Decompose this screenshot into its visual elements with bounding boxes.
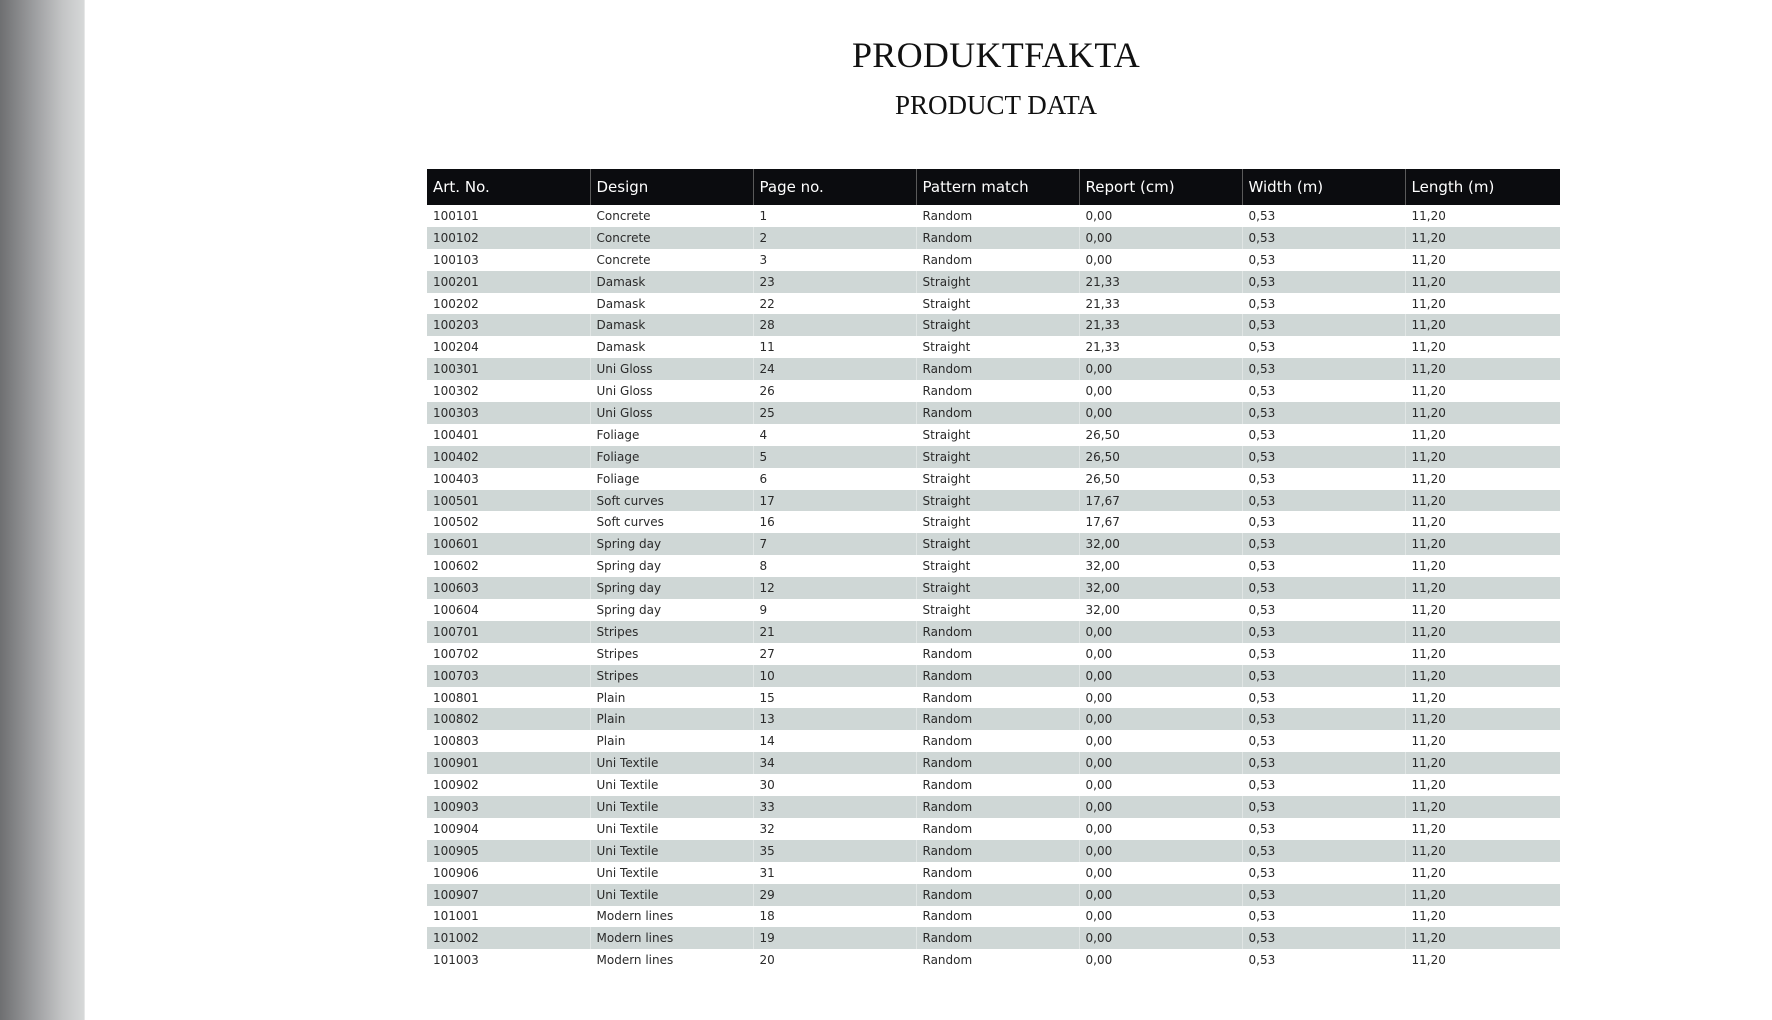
cell-page-no: 26 xyxy=(753,380,916,402)
cell-width: 0,53 xyxy=(1242,227,1405,249)
cell-length: 11,20 xyxy=(1405,314,1560,336)
cell-design: Plain xyxy=(590,730,753,752)
cell-design: Plain xyxy=(590,708,753,730)
cell-report: 26,50 xyxy=(1079,446,1242,468)
cell-art-no: 100204 xyxy=(433,340,479,355)
cell-art-no: 101003 xyxy=(433,953,479,968)
table-row xyxy=(427,884,1560,906)
cell-art-no: 100905 xyxy=(427,840,590,862)
cell-report: 17,67 xyxy=(1079,490,1242,512)
cell-length: 11,20 xyxy=(1405,708,1560,730)
cell-art-no: 100402 xyxy=(427,446,590,468)
cell-length: 11,20 xyxy=(1405,402,1560,424)
cell-length: 11,20 xyxy=(1405,643,1560,665)
cell-design: Damask xyxy=(590,314,753,336)
cell-length: 11,20 xyxy=(1405,599,1560,621)
table-row xyxy=(427,380,1560,402)
cell-design: Soft curves xyxy=(590,511,753,533)
cell-width: 0,53 xyxy=(1242,336,1405,358)
cell-width: 0,53 xyxy=(1242,949,1405,971)
cell-art-no: 100202 xyxy=(433,296,479,311)
column-header-pattern-match: Pattern match xyxy=(916,169,1079,205)
cell-width: 0,53 xyxy=(1242,249,1405,271)
cell-pattern-match: Straight xyxy=(916,490,1079,512)
cell-page-no: 32 xyxy=(753,818,916,840)
cell-report: 0,00 xyxy=(1079,227,1242,249)
cell-length: 11,20 xyxy=(1405,840,1560,862)
cell-length: 11,20 xyxy=(1405,249,1560,271)
cell-page-no: 29 xyxy=(753,884,916,906)
cell-page-no: 22 xyxy=(753,293,916,315)
cell-pattern-match: Random xyxy=(916,621,1079,643)
cell-design: Plain xyxy=(590,687,753,709)
cell-pattern-match: Random xyxy=(916,840,1079,862)
cell-pattern-match: Straight xyxy=(916,336,1079,358)
cell-width: 0,53 xyxy=(1242,293,1405,315)
cell-report: 0,00 xyxy=(1079,402,1242,424)
table-row xyxy=(427,730,1560,752)
column-header-report: Report (cm) xyxy=(1079,169,1242,205)
cell-pattern-match: Straight xyxy=(916,599,1079,621)
cell-report: 32,00 xyxy=(1079,599,1242,621)
cell-width: 0,53 xyxy=(1242,511,1405,533)
cell-width: 0,53 xyxy=(1242,752,1405,774)
cell-art-no: 100403 xyxy=(433,471,479,486)
table-body xyxy=(427,205,1560,971)
cell-length: 11,20 xyxy=(1405,906,1560,928)
cell-pattern-match: Random xyxy=(916,249,1079,271)
cell-report: 32,00 xyxy=(1079,555,1242,577)
cell-page-no: 28 xyxy=(753,314,916,336)
cell-pattern-match: Random xyxy=(916,358,1079,380)
cell-width: 0,53 xyxy=(1242,446,1405,468)
cell-art-no: 100902 xyxy=(433,778,479,793)
cell-length: 11,20 xyxy=(1405,818,1560,840)
cell-art-no: 100203 xyxy=(427,314,590,336)
cell-design: Concrete xyxy=(590,249,753,271)
table-row xyxy=(427,271,1560,293)
cell-page-no: 33 xyxy=(753,796,916,818)
cell-pattern-match: Random xyxy=(916,730,1079,752)
cell-pattern-match: Straight xyxy=(916,446,1079,468)
table-row xyxy=(427,708,1560,730)
cell-page-no: 4 xyxy=(753,424,916,446)
cell-design: Spring day xyxy=(590,555,753,577)
cell-art-no: 100703 xyxy=(427,665,590,687)
cell-length: 11,20 xyxy=(1405,687,1560,709)
cell-page-no: 8 xyxy=(753,555,916,577)
cell-length: 11,20 xyxy=(1405,949,1560,971)
table-row xyxy=(427,949,1560,971)
table-row xyxy=(427,533,1560,555)
cell-width: 0,53 xyxy=(1242,665,1405,687)
cell-pattern-match: Random xyxy=(916,205,1079,227)
cell-length: 11,20 xyxy=(1405,621,1560,643)
cell-design: Uni Textile xyxy=(590,796,753,818)
cell-report: 0,00 xyxy=(1079,862,1242,884)
cell-pattern-match: Random xyxy=(916,796,1079,818)
cell-width: 0,53 xyxy=(1242,774,1405,796)
cell-report: 0,00 xyxy=(1079,665,1242,687)
cell-pattern-match: Straight xyxy=(916,468,1079,490)
cell-pattern-match: Random xyxy=(916,687,1079,709)
table-row xyxy=(427,621,1560,643)
cell-length: 11,20 xyxy=(1405,884,1560,906)
table-row xyxy=(427,468,1560,490)
table-row xyxy=(427,511,1560,533)
cell-pattern-match: Random xyxy=(916,752,1079,774)
cell-report: 0,00 xyxy=(1079,708,1242,730)
cell-report: 21,33 xyxy=(1079,314,1242,336)
table-row xyxy=(427,446,1560,468)
cell-pattern-match: Straight xyxy=(916,293,1079,315)
cell-page-no: 3 xyxy=(753,249,916,271)
cell-report: 0,00 xyxy=(1079,774,1242,796)
cell-pattern-match: Random xyxy=(916,708,1079,730)
cell-art-no: 100102 xyxy=(427,227,590,249)
cell-design: Foliage xyxy=(590,424,753,446)
cell-design: Modern lines xyxy=(590,906,753,928)
cell-page-no: 25 xyxy=(753,402,916,424)
cell-report: 0,00 xyxy=(1079,380,1242,402)
cell-design: Uni Textile xyxy=(590,862,753,884)
cell-page-no: 14 xyxy=(753,730,916,752)
cell-design: Spring day xyxy=(590,599,753,621)
cell-art-no: 100701 xyxy=(427,621,590,643)
cell-art-no: 100906 xyxy=(433,865,479,880)
cell-page-no: 15 xyxy=(753,687,916,709)
cell-page-no: 1 xyxy=(753,205,916,227)
cell-art-no: 100904 xyxy=(433,821,479,836)
cell-length: 11,20 xyxy=(1405,271,1560,293)
cell-report: 0,00 xyxy=(1079,906,1242,928)
cell-report: 0,00 xyxy=(1079,884,1242,906)
cell-report: 0,00 xyxy=(1079,752,1242,774)
cell-art-no: 100901 xyxy=(427,752,590,774)
cell-width: 0,53 xyxy=(1242,314,1405,336)
cell-page-no: 19 xyxy=(753,927,916,949)
cell-length: 11,20 xyxy=(1405,424,1560,446)
cell-length: 11,20 xyxy=(1405,358,1560,380)
cell-art-no: 100903 xyxy=(427,796,590,818)
cell-pattern-match: Random xyxy=(916,227,1079,249)
cell-page-no: 16 xyxy=(753,511,916,533)
cell-art-no: 100101 xyxy=(433,208,479,223)
cell-design: Concrete xyxy=(590,227,753,249)
cell-report: 0,00 xyxy=(1079,643,1242,665)
cell-pattern-match: Straight xyxy=(916,271,1079,293)
cell-design: Concrete xyxy=(590,205,753,227)
table-row xyxy=(427,577,1560,599)
cell-page-no: 24 xyxy=(753,358,916,380)
table-row xyxy=(427,840,1560,862)
table-row xyxy=(427,796,1560,818)
cell-length: 11,20 xyxy=(1405,468,1560,490)
cell-length: 11,20 xyxy=(1405,796,1560,818)
cell-width: 0,53 xyxy=(1242,730,1405,752)
cell-page-no: 30 xyxy=(753,774,916,796)
cell-page-no: 31 xyxy=(753,862,916,884)
table-row xyxy=(427,205,1560,227)
table-row xyxy=(427,249,1560,271)
cell-art-no: 100302 xyxy=(433,384,479,399)
cell-page-no: 6 xyxy=(753,468,916,490)
cell-page-no: 20 xyxy=(753,949,916,971)
cell-page-no: 23 xyxy=(753,271,916,293)
cell-report: 0,00 xyxy=(1079,949,1242,971)
cell-pattern-match: Random xyxy=(916,949,1079,971)
cell-length: 11,20 xyxy=(1405,446,1560,468)
cell-length: 11,20 xyxy=(1405,380,1560,402)
cell-length: 11,20 xyxy=(1405,774,1560,796)
column-header-design: Design xyxy=(590,169,753,205)
cell-pattern-match: Random xyxy=(916,818,1079,840)
cell-art-no: 100803 xyxy=(433,734,479,749)
table-row xyxy=(427,643,1560,665)
cell-report: 0,00 xyxy=(1079,796,1242,818)
cell-design: Foliage xyxy=(590,468,753,490)
cell-page-no: 35 xyxy=(753,840,916,862)
cell-width: 0,53 xyxy=(1242,205,1405,227)
cell-width: 0,53 xyxy=(1242,555,1405,577)
cell-page-no: 27 xyxy=(753,643,916,665)
cell-design: Stripes xyxy=(590,665,753,687)
cell-design: Stripes xyxy=(590,621,753,643)
cell-page-no: 17 xyxy=(753,490,916,512)
cell-art-no: 100103 xyxy=(433,252,479,267)
cell-page-no: 7 xyxy=(753,533,916,555)
table-row xyxy=(427,358,1560,380)
cell-art-no: 100702 xyxy=(433,646,479,661)
table-row xyxy=(427,818,1560,840)
cell-pattern-match: Straight xyxy=(916,577,1079,599)
cell-design: Uni Textile xyxy=(590,884,753,906)
cell-width: 0,53 xyxy=(1242,621,1405,643)
cell-art-no: 100601 xyxy=(427,533,590,555)
cell-pattern-match: Straight xyxy=(916,555,1079,577)
cell-art-no: 101001 xyxy=(433,909,479,924)
cell-report: 0,00 xyxy=(1079,687,1242,709)
cell-pattern-match: Straight xyxy=(916,424,1079,446)
cell-length: 11,20 xyxy=(1405,490,1560,512)
viewer-side-panel xyxy=(0,0,85,1020)
column-header-art-no: Art. No. xyxy=(427,169,590,205)
cell-width: 0,53 xyxy=(1242,599,1405,621)
cell-page-no: 5 xyxy=(753,446,916,468)
cell-design: Uni Gloss xyxy=(590,358,753,380)
product-data-table xyxy=(427,169,1560,971)
cell-design: Damask xyxy=(590,336,753,358)
cell-length: 11,20 xyxy=(1405,730,1560,752)
cell-design: Modern lines xyxy=(590,927,753,949)
cell-page-no: 21 xyxy=(753,621,916,643)
cell-design: Damask xyxy=(590,293,753,315)
cell-pattern-match: Random xyxy=(916,380,1079,402)
cell-design: Damask xyxy=(590,271,753,293)
cell-art-no: 100201 xyxy=(427,271,590,293)
cell-design: Soft curves xyxy=(590,490,753,512)
cell-design: Uni Textile xyxy=(590,840,753,862)
table-row xyxy=(427,752,1560,774)
cell-length: 11,20 xyxy=(1405,533,1560,555)
table-row xyxy=(427,336,1560,358)
table-row xyxy=(427,402,1560,424)
cell-pattern-match: Random xyxy=(916,402,1079,424)
cell-width: 0,53 xyxy=(1242,818,1405,840)
table-row xyxy=(427,293,1560,315)
cell-width: 0,53 xyxy=(1242,402,1405,424)
cell-width: 0,53 xyxy=(1242,796,1405,818)
table-row xyxy=(427,862,1560,884)
cell-report: 32,00 xyxy=(1079,533,1242,555)
cell-report: 21,33 xyxy=(1079,336,1242,358)
cell-report: 0,00 xyxy=(1079,621,1242,643)
cell-page-no: 12 xyxy=(753,577,916,599)
cell-width: 0,53 xyxy=(1242,643,1405,665)
cell-page-no: 13 xyxy=(753,708,916,730)
table-row xyxy=(427,227,1560,249)
cell-design: Uni Textile xyxy=(590,752,753,774)
table-header-row xyxy=(427,169,1560,205)
cell-pattern-match: Random xyxy=(916,774,1079,796)
cell-pattern-match: Random xyxy=(916,884,1079,906)
cell-length: 11,20 xyxy=(1405,293,1560,315)
cell-page-no: 34 xyxy=(753,752,916,774)
cell-art-no: 100907 xyxy=(427,884,590,906)
cell-art-no: 100301 xyxy=(427,358,590,380)
cell-width: 0,53 xyxy=(1242,884,1405,906)
cell-report: 32,00 xyxy=(1079,577,1242,599)
cell-width: 0,53 xyxy=(1242,380,1405,402)
cell-report: 0,00 xyxy=(1079,205,1242,227)
cell-width: 0,53 xyxy=(1242,271,1405,293)
cell-length: 11,20 xyxy=(1405,862,1560,884)
cell-page-no: 9 xyxy=(753,599,916,621)
cell-pattern-match: Random xyxy=(916,643,1079,665)
table-row xyxy=(427,774,1560,796)
cell-width: 0,53 xyxy=(1242,906,1405,928)
cell-report: 0,00 xyxy=(1079,358,1242,380)
cell-report: 0,00 xyxy=(1079,927,1242,949)
cell-width: 0,53 xyxy=(1242,533,1405,555)
cell-art-no: 101002 xyxy=(427,927,590,949)
cell-length: 11,20 xyxy=(1405,336,1560,358)
cell-art-no: 100603 xyxy=(427,577,590,599)
cell-width: 0,53 xyxy=(1242,424,1405,446)
cell-pattern-match: Random xyxy=(916,862,1079,884)
cell-design: Uni Textile xyxy=(590,774,753,796)
cell-report: 0,00 xyxy=(1079,840,1242,862)
cell-page-no: 2 xyxy=(753,227,916,249)
cell-art-no: 100502 xyxy=(433,515,479,530)
cell-art-no: 100401 xyxy=(433,427,479,442)
cell-width: 0,53 xyxy=(1242,840,1405,862)
cell-length: 11,20 xyxy=(1405,205,1560,227)
cell-length: 11,20 xyxy=(1405,227,1560,249)
cell-width: 0,53 xyxy=(1242,358,1405,380)
cell-art-no: 100602 xyxy=(433,559,479,574)
cell-design: Uni Gloss xyxy=(590,380,753,402)
cell-length: 11,20 xyxy=(1405,577,1560,599)
table-row xyxy=(427,927,1560,949)
table-row xyxy=(427,665,1560,687)
cell-length: 11,20 xyxy=(1405,511,1560,533)
table-row xyxy=(427,424,1560,446)
cell-design: Foliage xyxy=(590,446,753,468)
column-header-length: Length (m) xyxy=(1405,169,1560,205)
cell-length: 11,20 xyxy=(1405,665,1560,687)
cell-art-no: 100501 xyxy=(427,490,590,512)
cell-design: Spring day xyxy=(590,533,753,555)
page-subtitle: PRODUCT DATA xyxy=(894,90,1098,120)
cell-pattern-match: Straight xyxy=(916,511,1079,533)
cell-page-no: 10 xyxy=(753,665,916,687)
cell-design: Modern lines xyxy=(590,949,753,971)
table-row xyxy=(427,599,1560,621)
cell-design: Stripes xyxy=(590,643,753,665)
table-row xyxy=(427,314,1560,336)
cell-art-no: 100604 xyxy=(433,602,479,617)
cell-design: Spring day xyxy=(590,577,753,599)
cell-length: 11,20 xyxy=(1405,927,1560,949)
table-row xyxy=(427,555,1560,577)
cell-page-no: 11 xyxy=(753,336,916,358)
cell-report: 21,33 xyxy=(1079,271,1242,293)
cell-width: 0,53 xyxy=(1242,687,1405,709)
cell-report: 17,67 xyxy=(1079,511,1242,533)
cell-pattern-match: Random xyxy=(916,665,1079,687)
cell-pattern-match: Straight xyxy=(916,314,1079,336)
cell-width: 0,53 xyxy=(1242,490,1405,512)
cell-art-no: 100801 xyxy=(433,690,479,705)
cell-page-no: 18 xyxy=(753,906,916,928)
cell-length: 11,20 xyxy=(1405,752,1560,774)
cell-width: 0,53 xyxy=(1242,577,1405,599)
cell-length: 11,20 xyxy=(1405,555,1560,577)
cell-report: 21,33 xyxy=(1079,293,1242,315)
cell-art-no: 100802 xyxy=(427,708,590,730)
cell-pattern-match: Straight xyxy=(916,533,1079,555)
cell-pattern-match: Random xyxy=(916,927,1079,949)
cell-report: 0,00 xyxy=(1079,730,1242,752)
cell-width: 0,53 xyxy=(1242,862,1405,884)
cell-report: 26,50 xyxy=(1079,424,1242,446)
table-row xyxy=(427,490,1560,512)
page-title: PRODUKTFAKTA xyxy=(851,35,1141,75)
cell-width: 0,53 xyxy=(1242,708,1405,730)
table-row xyxy=(427,687,1560,709)
cell-width: 0,53 xyxy=(1242,468,1405,490)
column-header-page-no: Page no. xyxy=(753,169,916,205)
table-row xyxy=(427,906,1560,928)
cell-report: 0,00 xyxy=(1079,249,1242,271)
cell-report: 26,50 xyxy=(1079,468,1242,490)
column-header-width: Width (m) xyxy=(1242,169,1405,205)
cell-report: 0,00 xyxy=(1079,818,1242,840)
cell-width: 0,53 xyxy=(1242,927,1405,949)
cell-art-no: 100303 xyxy=(427,402,590,424)
cell-pattern-match: Random xyxy=(916,906,1079,928)
cell-design: Uni Gloss xyxy=(590,402,753,424)
cell-design: Uni Textile xyxy=(590,818,753,840)
